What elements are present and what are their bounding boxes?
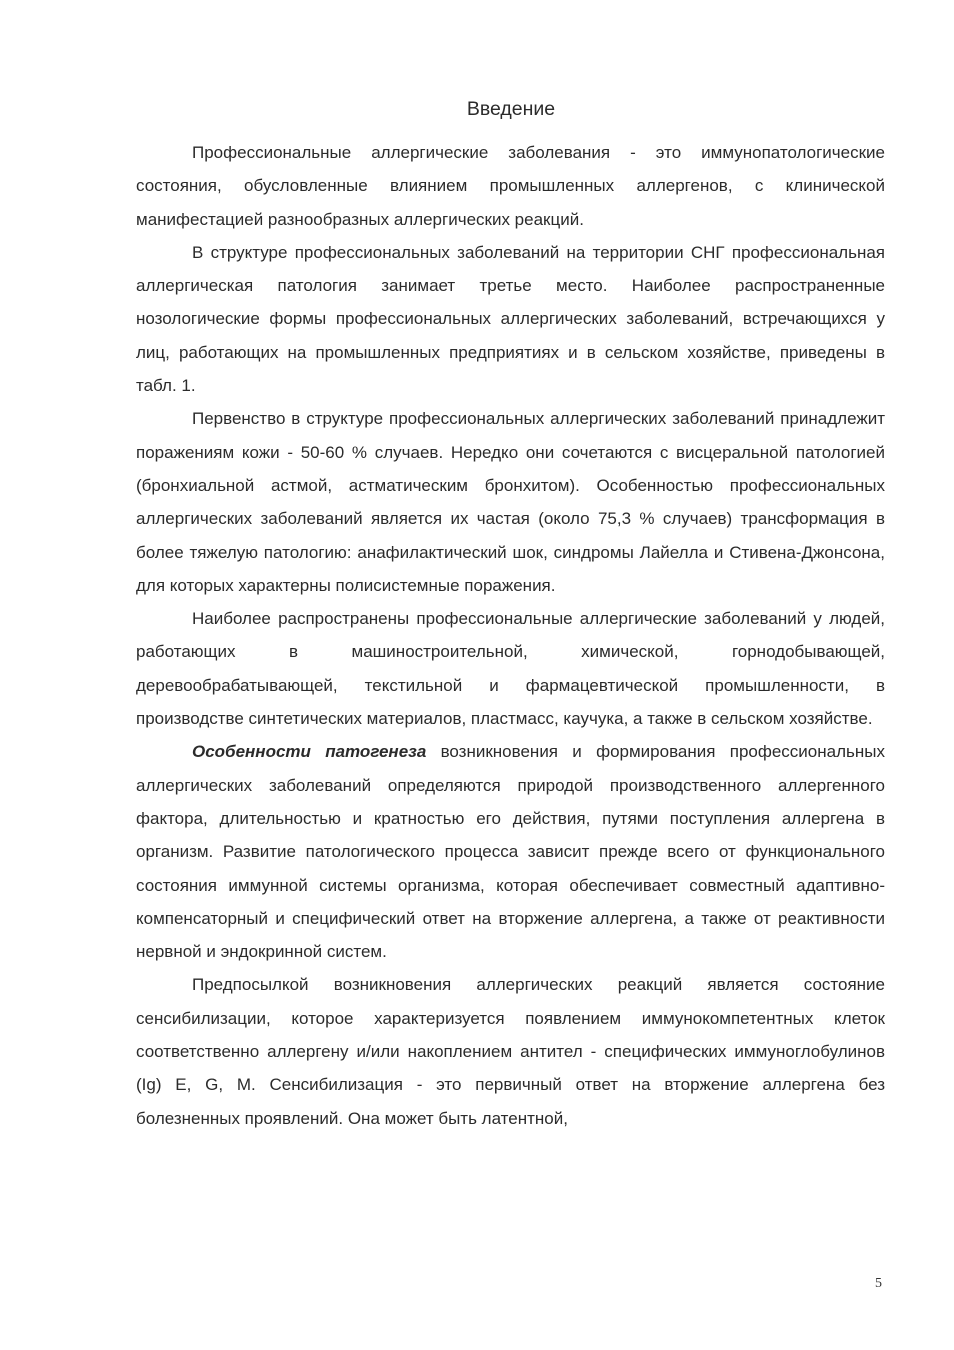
page-number: 5 <box>875 1276 882 1291</box>
paragraph-3: Первенство в структуре профессиональных аллергических заболеваний принадлежит поражениям кожи - 50-60 % случаев. Нередко они сочетаются с висцеральной патологией (бронхиальной астмой, астматическим бронхитом). Особенностью профессиональных аллергических заболеваний является их частая (около 75,3 % случаев) трансформация в более тяжелую патологию: анафилактический шок, синдромы Лайелла и Стивена-Джонсона, для которых характерны полисистемные поражения. <box>136 409 885 595</box>
paragraph-1: Профессиональные аллергические заболевания - это иммунопатологические состояния, обусловленные влиянием промышленных аллергенов, с клинической манифестацией разнообразных аллергических реакций. <box>136 143 885 229</box>
paragraph-2: В структуре профессиональных заболеваний на территории СНГ профессиональная аллергическая патология занимает третье место. Наиболее распространенные нозологические формы профессиональных аллергических заболеваний, встречающихся у лиц, работающих на промышленных предприятиях и в сельском хозяйстве, приведены в табл. 1. <box>136 242 885 396</box>
paragraph-4: Наиболее распространены профессиональные аллергические заболеваний у людей, работающих в машиностроительной, химической, горнодобывающей, деревообрабатывающей, текстильной и фармацевтической промышленности, в производстве синтетических материалов, пластмасс, каучука, а также в сельском хозяйстве. <box>136 609 885 729</box>
paragraph-6: Предпосылкой возникновения аллергических реакций является состояние сенсибилизации, которое характеризуется появлением иммунокомпетентных клеток соответственно аллергену и/или накоплением антител - специфических иммуноглобулинов (Ig) E, G, M. Сенсибилизация - это первичный ответ на вторжение аллергена без болезненных проявлений. Она может быть латентной, <box>136 975 885 1128</box>
emphasis-term: Особенности патогенеза <box>192 742 427 762</box>
paragraph-5 <box>136 735 885 968</box>
page-title: Введение <box>466 98 556 120</box>
body-text <box>136 136 885 1135</box>
paragraph-5-text: возникновения и формирования профессиональных аллергических заболеваний определяются природой производственного аллергенного фактора, длительностью и кратностью его действия, путями поступления аллергена в организм. Развитие патологического процесса зависит прежде всего от функционального состояния иммунной системы организма, которая обеспечивает совместный адаптивно-компенсаторный и специфический ответ на вторжение аллергена, а также от реактивности нервной и эндокринной систем. <box>136 742 885 962</box>
